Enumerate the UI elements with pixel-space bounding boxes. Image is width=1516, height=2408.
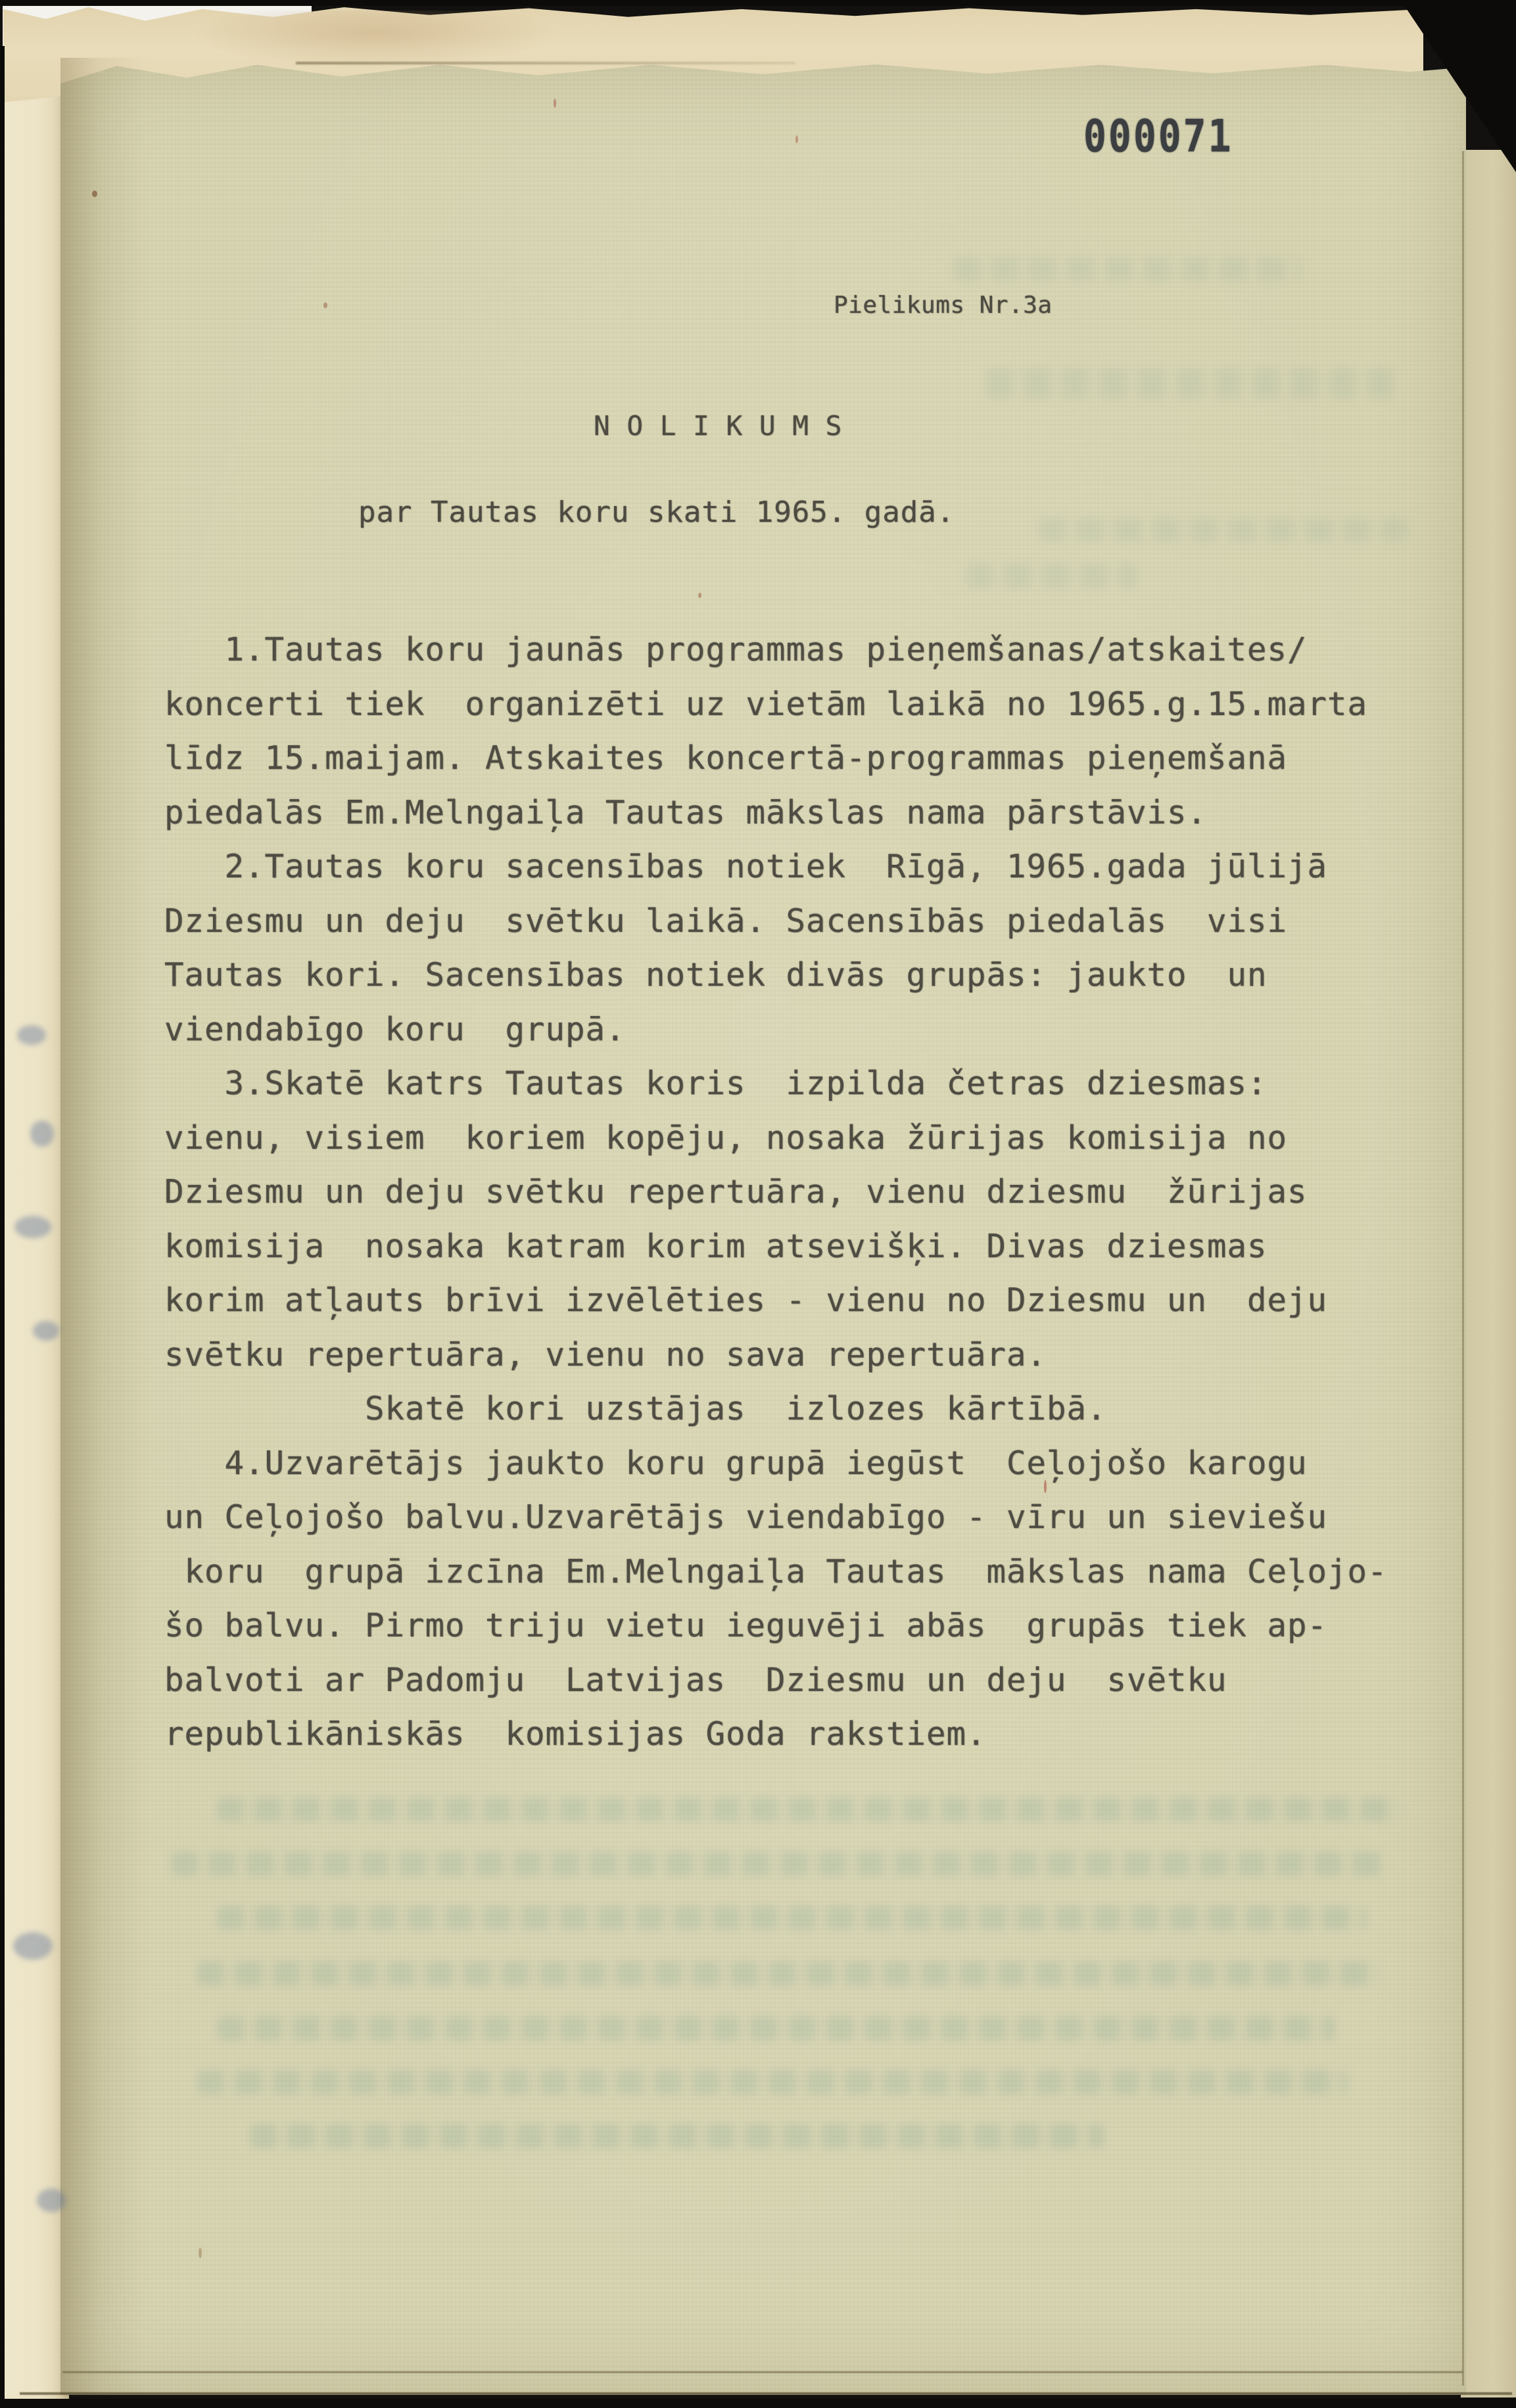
paper-speck: [323, 302, 327, 308]
document-body: [164, 623, 1427, 1762]
scan-edge: [0, 2399, 1516, 2408]
ink-mark: [14, 1216, 51, 1238]
ink-mark: [37, 2188, 66, 2212]
bleed-through-smudge: [171, 1852, 1387, 1876]
typewritten-line: balvoti ar Padomju Latvijas Dziesmu un deju svētku: [164, 1661, 1227, 1699]
bleed-through-smudge: [1039, 518, 1407, 542]
typewritten-line: 3.Skatē katrs Tautas koris izpilda četras dziesmas:: [164, 1065, 1267, 1102]
page-number-stamp: 000071: [1083, 110, 1233, 162]
annex-label: Pielikums Nr.3a: [834, 292, 1053, 319]
typewritten-line: Dziesmu un deju svētku repertuāra, vienu dziesmu žūrijas: [164, 1173, 1308, 1211]
typewritten-line: korim atļauts brīvi izvēlēties - vienu no Dziesmu un deju: [164, 1282, 1328, 1319]
scan-edge: [0, 0, 1516, 6]
typewritten-line: šo balvu. Pirmo triju vietu ieguvēji abās grupās tiek ap-: [164, 1607, 1328, 1644]
paper-speck: [554, 99, 556, 108]
typewritten-line: komisija nosaka katram korim atsevišķi. Divas dziesmas: [164, 1227, 1267, 1265]
typewritten-line: un Ceļojošo balvu.Uzvarētājs viendabīgo - vīru un sieviešu: [164, 1498, 1328, 1536]
bleed-through-smudge: [953, 258, 1302, 281]
bleed-through-smudge: [217, 2016, 1335, 2040]
scan-edge: [0, 46, 5, 2408]
ink-mark: [30, 1121, 54, 1147]
paper-speck: [199, 2248, 202, 2258]
typewritten-line: Tautas kori. Sacensības notiek divās grupās: jaukto un: [164, 956, 1267, 994]
bleed-through-smudge: [966, 564, 1137, 588]
document-subtitle: par Tautas koru skati 1965. gadā.: [358, 496, 955, 529]
typewritten-line: 1.Tautas koru jaunās programmas pieņemšanas/atskaites/: [164, 631, 1308, 668]
typewritten-line: 4.Uzvarētājs jaukto koru grupā iegūst Ceļojošo karogu: [164, 1444, 1308, 1482]
page-bottom-edge: [20, 2392, 1512, 2395]
typewritten-line: vienu, visiem koriem kopēju, nosaka žūrijas komisija no: [164, 1119, 1288, 1157]
typewritten-line: svētku repertuāra, vienu no sava repertuāra.: [164, 1335, 1047, 1374]
page-top-edge: [296, 62, 795, 64]
ink-mark: [17, 1025, 46, 1045]
page-bottom-edge: [62, 2371, 1463, 2373]
typewritten-line: Skatē kori uzstājas izlozes kārtībā.: [164, 1390, 1107, 1427]
typewritten-line: piedalās Em.Melngaiļa Tautas mākslas nama pārstāvis.: [164, 793, 1208, 831]
page-fold-shadow: [60, 58, 146, 2395]
typewritten-line: līdz 15.maijam. Atskaites koncertā-programmas pieņemšanā: [164, 739, 1288, 777]
page-right-edge: [1462, 151, 1464, 2386]
bleed-through-smudge: [197, 2070, 1348, 2094]
ink-mark: [13, 1932, 53, 1960]
typewritten-line: Dziesmu un deju svētku laikā. Sacensībās piedalās visi: [164, 902, 1288, 940]
bleed-through-smudge: [197, 1962, 1381, 1985]
paper-stain: [191, 11, 559, 67]
typewritten-line: koru grupā izcīna Em.Melngaiļa Tautas mākslas nama Ceļojo-: [164, 1552, 1388, 1590]
paper-speck: [698, 593, 701, 598]
typewritten-line: koncerti tiek organizēti uz vietām laikā no 1965.g.15.marta: [164, 685, 1368, 723]
bleed-through-smudge: [217, 1797, 1400, 1821]
bleed-through-smudge: [250, 2124, 1104, 2148]
bleed-through-smudge: [217, 1906, 1367, 1930]
typewritten-line: 2.Tautas koru sacensības notiek Rīgā, 1965.gada jūlijā: [164, 848, 1328, 885]
underlying-page-right-edge: [1461, 150, 1516, 2397]
typewritten-line: viendabīgo koru grupā.: [164, 1010, 626, 1048]
bleed-through-smudge: [986, 368, 1394, 398]
paper-speck: [92, 191, 97, 197]
document-title: N O L I K U M S: [594, 410, 842, 442]
typewritten-line: republikāniskās komisijas Goda rakstiem.: [164, 1715, 987, 1753]
paper-speck: [795, 135, 798, 143]
ink-mark: [33, 1321, 59, 1341]
